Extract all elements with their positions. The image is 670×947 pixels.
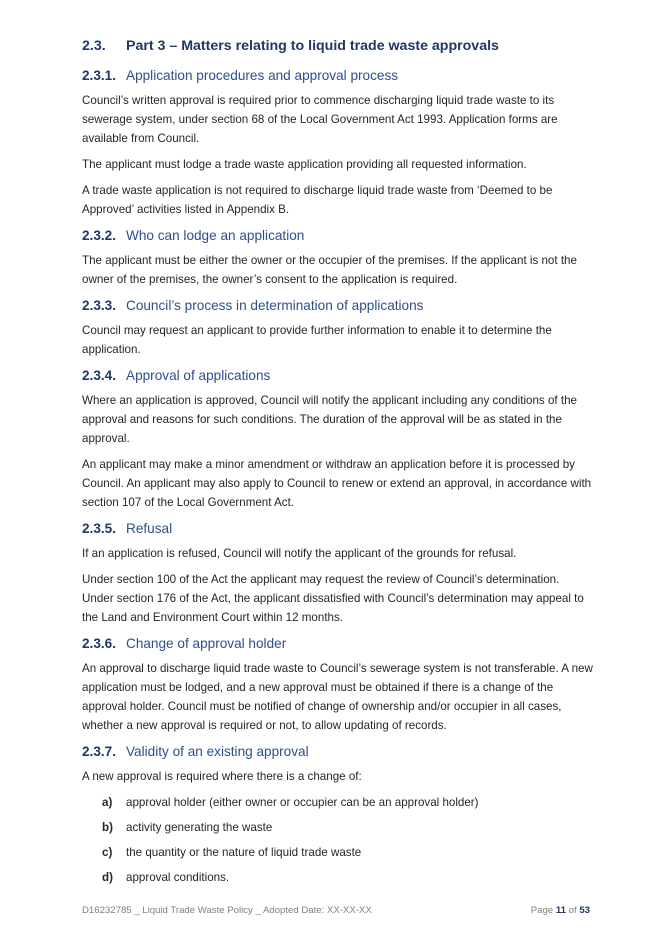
page-prefix: Page <box>530 905 554 916</box>
paragraph: Under section 100 of the Act the applicant may request the review of Council’s determination. Under section 176 of the Act, the applicant dissatisfied with Council’s determination may appeal to the Land and Environment Court within 12 months. <box>82 573 584 624</box>
paragraph: A new approval is required where there is a change of: <box>82 770 362 783</box>
page-footer <box>82 905 590 916</box>
subsection-number: 2.3.3. <box>82 298 117 313</box>
section-number: 2.3. <box>82 38 106 54</box>
paragraph: A trade waste application is not required to discharge liquid trade waste from ‘Deemed to be Approved’ activities listed in Appendix B. <box>82 184 553 216</box>
list-item-text: approval conditions. <box>126 871 230 884</box>
list-item <box>82 818 594 837</box>
section-title: Part 3 – Matters relating to liquid trade waste approvals <box>126 38 499 54</box>
subsection-number: 2.3.7. <box>82 744 117 759</box>
section-heading <box>82 36 594 56</box>
subsection-number: 2.3.5. <box>82 521 117 536</box>
subsection-title: Who can lodge an application <box>126 228 305 243</box>
paragraph: The applicant must lodge a trade waste application providing all requested information. <box>82 158 527 171</box>
list-item-text: approval holder (either owner or occupier can be an approval holder) <box>126 796 479 809</box>
subsection-title: Validity of an existing approval <box>126 744 309 759</box>
footer-document-reference: D16232785 _ Liquid Trade Waste Policy _ Adopted Date: XX-XX-XX <box>82 905 372 916</box>
paragraph: The applicant must be either the owner or the occupier of the premises. If the applicant is not the owner of the premises, the owner’s consent to the application is required. <box>82 254 577 286</box>
list-item <box>82 868 594 887</box>
subsection-title: Change of approval holder <box>126 636 287 651</box>
list-item <box>82 843 594 862</box>
subsection-title: Application procedures and approval process <box>126 68 399 83</box>
subsection-heading-refusal <box>82 519 594 538</box>
change-list <box>82 793 594 887</box>
subsection-number: 2.3.4. <box>82 368 117 383</box>
subsection-title: Council’s process in determination of applications <box>126 298 424 313</box>
page-current: 11 <box>555 905 566 916</box>
subsection-number: 2.3.6. <box>82 636 117 651</box>
page-total: 53 <box>579 905 590 916</box>
subsection-title: Refusal <box>126 521 173 536</box>
paragraph: If an application is refused, Council will notify the applicant of the grounds for refusal. <box>82 547 517 560</box>
page-of: of <box>568 905 577 916</box>
paragraph: Council may request an applicant to provide further information to enable it to determine the application. <box>82 324 552 356</box>
subsection-number: 2.3.2. <box>82 228 117 243</box>
footer-page-number <box>531 905 590 916</box>
list-item-text: activity generating the waste <box>126 821 273 834</box>
subsection-heading-validity-existing-approval <box>82 742 594 761</box>
paragraph: Where an application is approved, Council will notify the applicant including any conditions of the approval and reasons for such conditions. The duration of the approval will be as stated in the approval. <box>82 394 577 445</box>
list-marker: c) <box>102 846 113 859</box>
list-item <box>82 793 594 812</box>
list-marker: b) <box>102 821 113 834</box>
subsection-heading-application-procedures <box>82 66 594 85</box>
subsection-heading-determination-process <box>82 296 594 315</box>
paragraph: An approval to discharge liquid trade waste to Council’s sewerage system is not transferable. A new application must be lodged, and a new approval must be obtained if there is a change of the approval holder. Council must be notified of change of ownership and/or occupier in all cases, whether a new approval is required or not, to allow updating of records. <box>82 662 593 732</box>
list-marker: d) <box>102 871 113 884</box>
list-item-text: the quantity or the nature of liquid trade waste <box>126 846 362 859</box>
subsection-heading-who-can-lodge <box>82 226 594 245</box>
subsection-heading-change-of-approval-holder <box>82 634 594 653</box>
subsection-number: 2.3.1. <box>82 68 117 83</box>
paragraph: Council’s written approval is required prior to commence discharging liquid trade waste to its sewerage system, under section 68 of the Local Government Act 1993. Application forms are available from Council. <box>82 94 558 145</box>
subsection-heading-approval-of-applications <box>82 366 594 385</box>
subsection-title: Approval of applications <box>126 368 271 383</box>
page-content <box>82 36 594 893</box>
paragraph: An applicant may make a minor amendment or withdraw an application before it is processed by Council. An applicant may also apply to Council to renew or extend an approval, in accordance with section 107 of the Local Government Act. <box>82 458 592 509</box>
list-marker: a) <box>102 796 113 809</box>
